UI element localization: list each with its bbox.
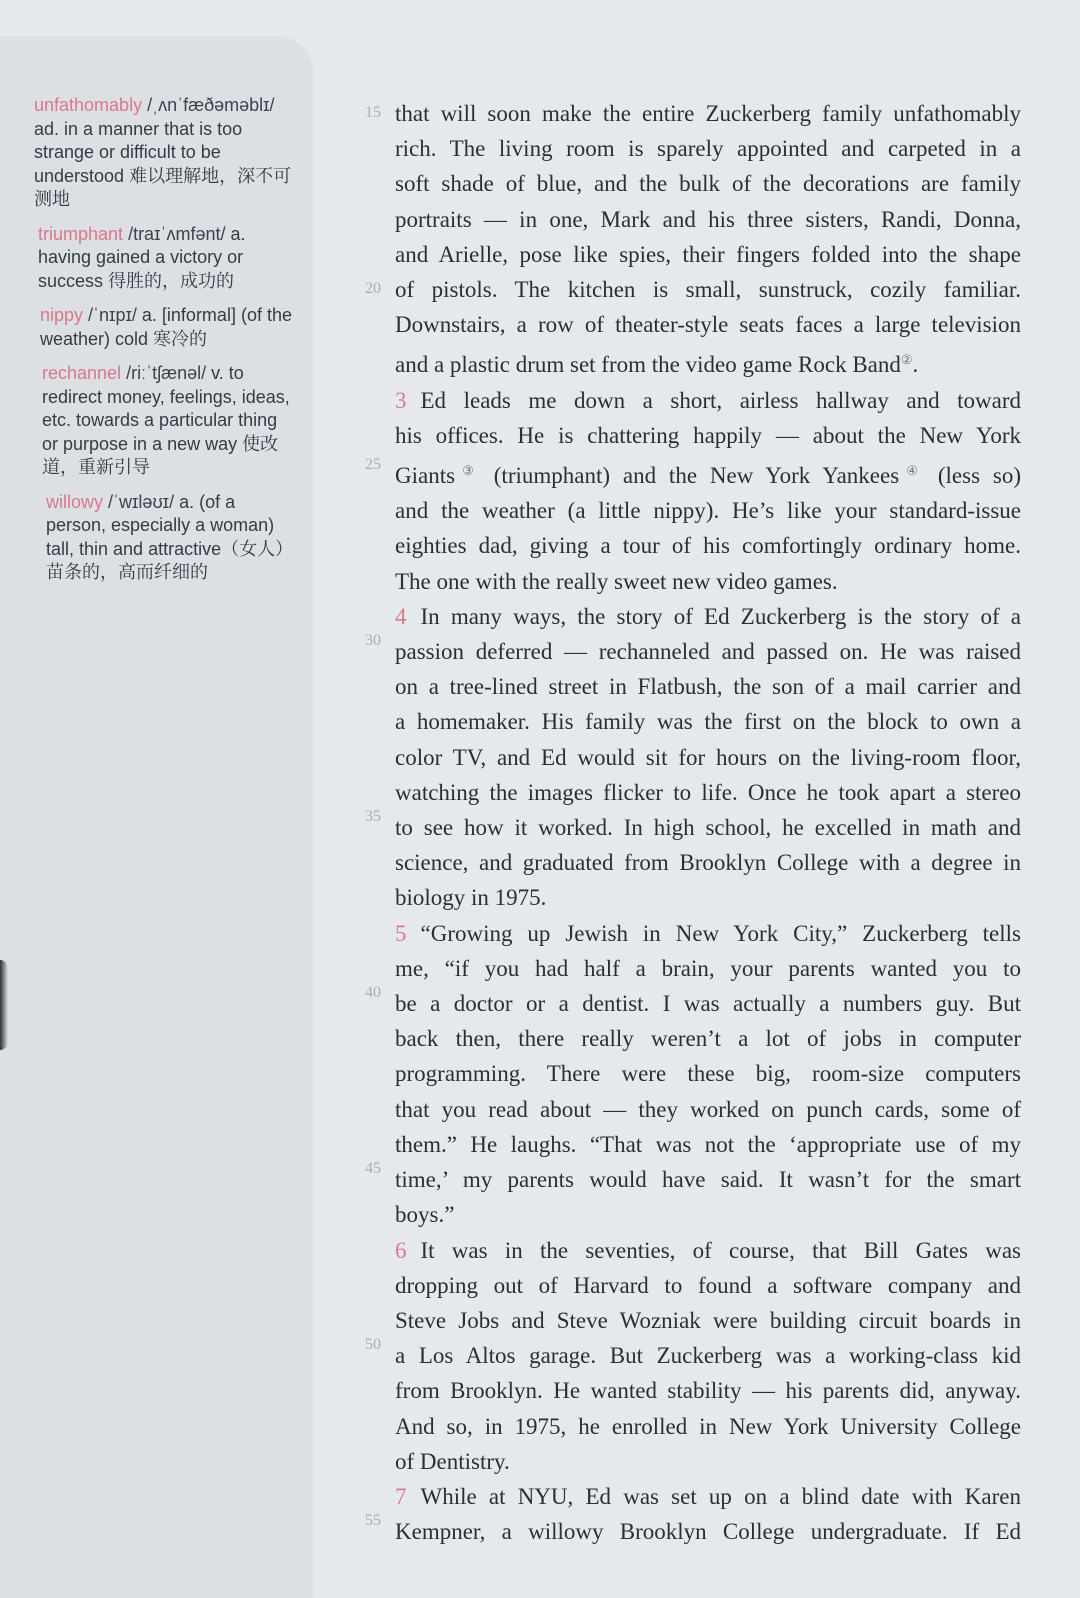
text-line bbox=[395, 1514, 1021, 1549]
text-line bbox=[395, 272, 1021, 307]
line-text: and Arielle, pose like spies, their fingers folded into the shape bbox=[395, 241, 1021, 267]
glossary-entry bbox=[30, 94, 292, 212]
text-line bbox=[395, 1338, 1021, 1373]
line-text: . bbox=[912, 352, 919, 378]
line-text: biology in 1975. bbox=[395, 885, 547, 911]
line-text: and a plastic drum set from the video game Rock Band bbox=[395, 352, 901, 378]
glossary-pronunciation: /ˌʌnˈfæðəməblɪ/ bbox=[147, 95, 275, 115]
text-line bbox=[395, 307, 1021, 342]
footnote-marker: ② bbox=[900, 352, 913, 368]
line-number: 35 bbox=[365, 808, 381, 825]
line-text: rich. The living room is sparely appointed and carpeted in a bbox=[395, 136, 1021, 162]
line-number: 15 bbox=[365, 104, 381, 121]
text-line bbox=[395, 880, 1021, 915]
line-text: color TV, and Ed would sit for hours on the living-room floor, bbox=[395, 744, 1021, 770]
line-number: 40 bbox=[365, 984, 381, 1001]
line-text: time,’ my parents would have said. It wasn’t for the smart bbox=[395, 1167, 1021, 1193]
line-text: While at NYU, Ed was set up on a blind date with Karen bbox=[420, 1483, 1021, 1509]
line-text: Downstairs, a row of theater-style seats faces a large television bbox=[395, 312, 1021, 338]
text-line bbox=[395, 202, 1021, 237]
line-text: a Los Altos garage. But Zuckerberg was a working-class kid bbox=[395, 1343, 1021, 1369]
text-line bbox=[395, 704, 1021, 739]
line-text: of pistols. The kitchen is small, sunstruck, cozily familiar. bbox=[395, 277, 1021, 303]
text-line bbox=[395, 634, 1021, 669]
line-text: “Growing up Jewish in New York City,” Zuckerberg tells bbox=[420, 920, 1021, 946]
line-text: (less so) bbox=[925, 463, 1021, 489]
text-line bbox=[395, 1479, 1021, 1514]
glossary-definition: in a manner that is too strange or difficult to be understood 难以理解地，深不可测地 bbox=[34, 118, 292, 209]
text-line bbox=[395, 1021, 1021, 1056]
glossary-part-of-speech: a. bbox=[179, 491, 195, 512]
glossary-word: unfathomably bbox=[34, 95, 143, 115]
glossary-pronunciation: /riːˈtʃænəl/ bbox=[126, 363, 207, 383]
text-line bbox=[395, 493, 1021, 528]
line-text: on a tree-lined street in Flatbush, the son of a mail carrier and bbox=[395, 674, 1021, 700]
line-number: 50 bbox=[365, 1336, 381, 1353]
text-line bbox=[395, 1373, 1021, 1408]
line-text: boys.” bbox=[395, 1202, 455, 1228]
paragraph-number: 3 bbox=[395, 387, 407, 413]
footnote-marker: ④ bbox=[899, 463, 926, 479]
glossary-list bbox=[30, 94, 292, 596]
line-number: 45 bbox=[365, 1160, 381, 1177]
line-text: programming. There were these big, room-size computers bbox=[395, 1061, 1021, 1087]
footnote-marker: ③ bbox=[455, 463, 481, 479]
glossary-part-of-speech: v. bbox=[211, 363, 224, 383]
line-number: 20 bbox=[365, 280, 381, 297]
line-text: The one with the really sweet new video games. bbox=[395, 568, 838, 594]
paragraph-number: 5 bbox=[395, 920, 407, 946]
glossary-word: nippy bbox=[40, 305, 84, 325]
line-text: In many ways, the story of Ed Zuckerberg is the story of a bbox=[420, 603, 1021, 629]
text-line bbox=[395, 1056, 1021, 1091]
text-line bbox=[395, 342, 1021, 382]
text-line bbox=[395, 453, 1021, 493]
text-line bbox=[395, 1303, 1021, 1338]
text-line bbox=[395, 564, 1021, 599]
line-text: a homemaker. His family was the first on the block to own a bbox=[395, 709, 1021, 735]
text-line bbox=[395, 986, 1021, 1021]
line-text: watching the images flicker to life. Once he took apart a stereo bbox=[395, 779, 1021, 805]
glossary-word: rechannel bbox=[42, 363, 122, 383]
text-line bbox=[395, 383, 1021, 418]
glossary-pronunciation: /traɪˈʌmfənt/ bbox=[128, 223, 226, 244]
text-line bbox=[395, 237, 1021, 272]
text-line bbox=[395, 916, 1021, 951]
text-line bbox=[395, 951, 1021, 986]
glossary-pronunciation: /ˈnɪpɪ/ bbox=[88, 305, 137, 325]
glossary-definition: (of the weather) cold 寒冷的 bbox=[40, 305, 292, 349]
line-text: them.” He laughs. “That was not the ‘appropriate use of my bbox=[395, 1131, 1021, 1157]
line-text: that you read about — they worked on punch cards, some of bbox=[395, 1096, 1021, 1122]
glossary-part-of-speech: ad. bbox=[34, 118, 60, 139]
text-line bbox=[395, 599, 1021, 634]
text-line bbox=[395, 1268, 1021, 1303]
line-text: (triumphant) and the New York Yankees bbox=[480, 463, 900, 489]
text-line bbox=[395, 418, 1021, 453]
glossary-entry bbox=[30, 304, 292, 351]
line-text: It was in the seventies, of course, that Bill Gates was bbox=[420, 1237, 1021, 1263]
line-number: 30 bbox=[365, 632, 381, 649]
glossary-pronunciation: /ˈwɪləʊɪ/ bbox=[108, 491, 175, 512]
line-text: eighties dad, giving a tour of his comfortingly ordinary home. bbox=[395, 533, 1021, 559]
text-line bbox=[395, 775, 1021, 810]
text-line bbox=[395, 845, 1021, 880]
glossary-word: triumphant bbox=[38, 223, 124, 244]
text-line bbox=[395, 810, 1021, 845]
paragraph-number: 7 bbox=[395, 1483, 407, 1509]
text-line bbox=[395, 1162, 1021, 1197]
line-text: soft shade of blue, and the bulk of the decorations are family bbox=[395, 171, 1021, 197]
glossary-definition: having gained a victory or success 得胜的，成功的 bbox=[38, 247, 244, 291]
text-line bbox=[395, 740, 1021, 775]
paragraph-number: 4 bbox=[395, 603, 407, 629]
line-text: to see how it worked. In high school, he excelled in math and bbox=[395, 815, 1021, 841]
line-text: Giants bbox=[395, 463, 456, 489]
text-line bbox=[395, 1409, 1021, 1444]
text-line bbox=[395, 1444, 1021, 1479]
line-text: Kempner, a willowy Brooklyn College undergraduate. If Ed bbox=[395, 1519, 1021, 1545]
line-text: science, and graduated from Brooklyn College with a degree in bbox=[395, 850, 1021, 876]
text-line bbox=[395, 1233, 1021, 1268]
line-text: his offices. He is chattering happily — about the New York bbox=[395, 422, 1021, 448]
line-text: that will soon make the entire Zuckerberg family unfathomably bbox=[395, 101, 1021, 126]
glossary-part-of-speech: a. bbox=[230, 223, 246, 244]
text-line bbox=[395, 166, 1021, 201]
text-line bbox=[395, 1092, 1021, 1127]
line-text: passion deferred — rechanneled and passed on. He was raised bbox=[395, 639, 1021, 665]
line-text: of Dentistry. bbox=[395, 1448, 510, 1474]
glossary-word: willowy bbox=[46, 491, 104, 512]
glossary-definition: to redirect money, feelings, ideas, etc. towards a particular thing or purpose in a new way 使改道，重新引导 bbox=[42, 363, 290, 477]
line-number: 25 bbox=[365, 456, 381, 473]
line-text: and the weather (a little nippy). He’s like your standard-issue bbox=[395, 498, 1021, 524]
text-line bbox=[395, 669, 1021, 704]
text-line bbox=[395, 1127, 1021, 1162]
paragraph-number: 6 bbox=[395, 1237, 407, 1263]
text-line bbox=[395, 528, 1021, 563]
page-edge-shadow bbox=[0, 960, 8, 1050]
text-line bbox=[395, 96, 1021, 131]
article-body bbox=[395, 96, 1021, 1549]
line-text: Steve Jobs and Steve Wozniak were building circuit boards in bbox=[395, 1307, 1021, 1333]
line-text: And so, in 1975, he enrolled in New York University College bbox=[395, 1413, 1021, 1439]
glossary-definition: (of a person, especially a woman) tall, thin and attractive（女人）苗条的，高而纤细的 bbox=[46, 491, 285, 582]
line-text: Ed leads me down a short, airless hallway and toward bbox=[420, 387, 1021, 413]
line-text: be a doctor or a dentist. I was actually a numbers guy. But bbox=[395, 991, 1021, 1017]
line-text: portraits — in one, Mark and his three sisters, Randi, Donna, bbox=[395, 206, 1021, 232]
text-line bbox=[395, 131, 1021, 166]
line-text: me, “if you had half a brain, your parents wanted you to bbox=[395, 955, 1021, 981]
glossary-entry bbox=[30, 491, 292, 585]
glossary-part-of-speech: a. [informal] bbox=[141, 305, 236, 325]
line-text: from Brooklyn. He wanted stability — his parents did, anyway. bbox=[395, 1378, 1021, 1404]
line-text: back then, there really weren’t a lot of jobs in computer bbox=[395, 1026, 1021, 1052]
line-number: 55 bbox=[365, 1512, 381, 1529]
text-line bbox=[395, 1197, 1021, 1232]
line-text: dropping out of Harvard to found a software company and bbox=[395, 1272, 1021, 1298]
glossary-entry bbox=[30, 223, 292, 294]
glossary-entry bbox=[30, 362, 292, 480]
